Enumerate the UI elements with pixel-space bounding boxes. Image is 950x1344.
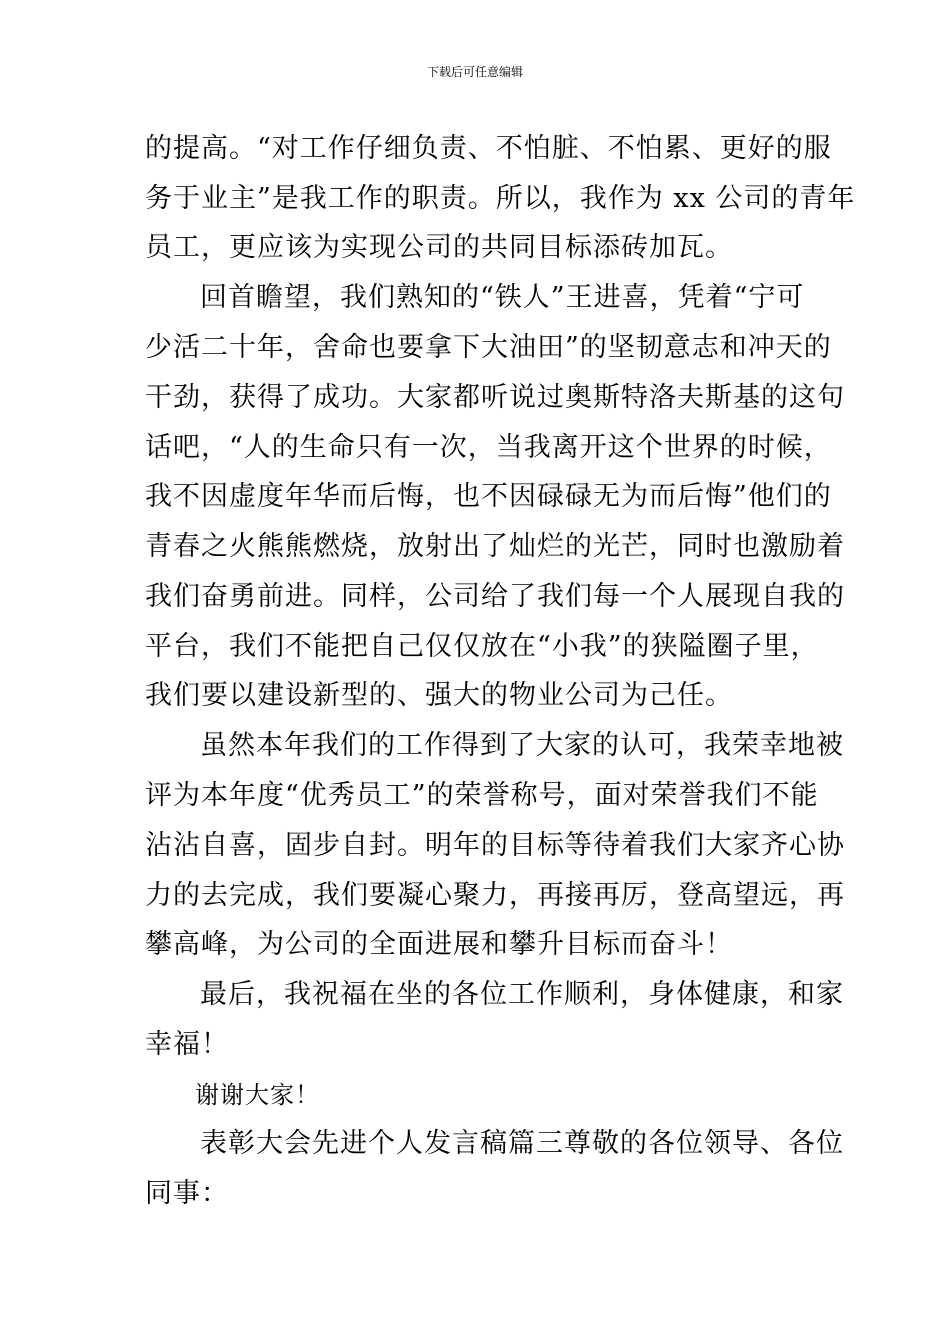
text-line: 平台，我们不能把自己仅仅放在“小我”的狭隘圈子里， — [145, 631, 819, 662]
text-line: 我们奋勇前进。同样，公司给了我们每一个人展现自我的 — [145, 581, 845, 612]
text-line: 务于业主”是我工作的职责。所以，我作为 xx 公司的青年 — [145, 183, 856, 214]
text-line: 话吧，“人的生命只有一次，当我离开这个世界的时候， — [145, 432, 832, 463]
text-line: 青春之火熊熊燃烧，放射出了灿烂的光芒，同时也激励着 — [145, 531, 845, 562]
text-line: 我不因虚度年华而后悔，也不因碌碌无为而后悔”他们的 — [145, 481, 832, 512]
paragraph-start-line: 最后，我祝福在坐的各位工作顺利，身体健康，和家 — [200, 979, 844, 1010]
text-line: 的提高。“对工作仔细负责、不怕脏、不怕累、更好的服 — [145, 133, 832, 164]
paragraph-start-line: 表彰大会先进个人发言稿篇三尊敬的各位领导、各位 — [200, 1128, 844, 1159]
text-line: 少活二十年，舍命也要拿下大油田”的坚韧意志和冲天的 — [145, 332, 832, 363]
paragraph-start-line: 虽然本年我们的工作得到了大家的认可，我荣幸地被 — [200, 730, 844, 761]
paragraph-start-line: 回首瞻望，我们熟知的“铁人”王进喜，凭着“宁可 — [200, 282, 805, 313]
text-line: 沾沾自喜，固步自封。明年的目标等待着我们大家齐心协 — [145, 830, 845, 861]
text-line: 力的去完成，我们要凝心聚力，再接再厉，登高望远，再 — [145, 880, 845, 911]
text-line: 员工，更应该为实现公司的共同目标添砖加瓦。 — [145, 232, 733, 263]
page-header: 下载后可任意编辑 — [426, 65, 523, 79]
text-line: 幸福！ — [145, 1029, 229, 1060]
closing-line: 谢谢大家！ — [195, 1081, 320, 1109]
text-line: 评为本年度“优秀员工”的荣誉称号，面对荣誉我们不能 — [145, 780, 819, 811]
text-line: 同事： — [145, 1178, 229, 1209]
text-line: 干劲，获得了成功。大家都听说过奥斯特洛夫斯基的这句 — [145, 382, 845, 413]
text-line: 我们要以建设新型的、强大的物业公司为己任。 — [145, 680, 733, 711]
text-line: 攀高峰，为公司的全面进展和攀升目标而奋斗！ — [145, 929, 733, 960]
